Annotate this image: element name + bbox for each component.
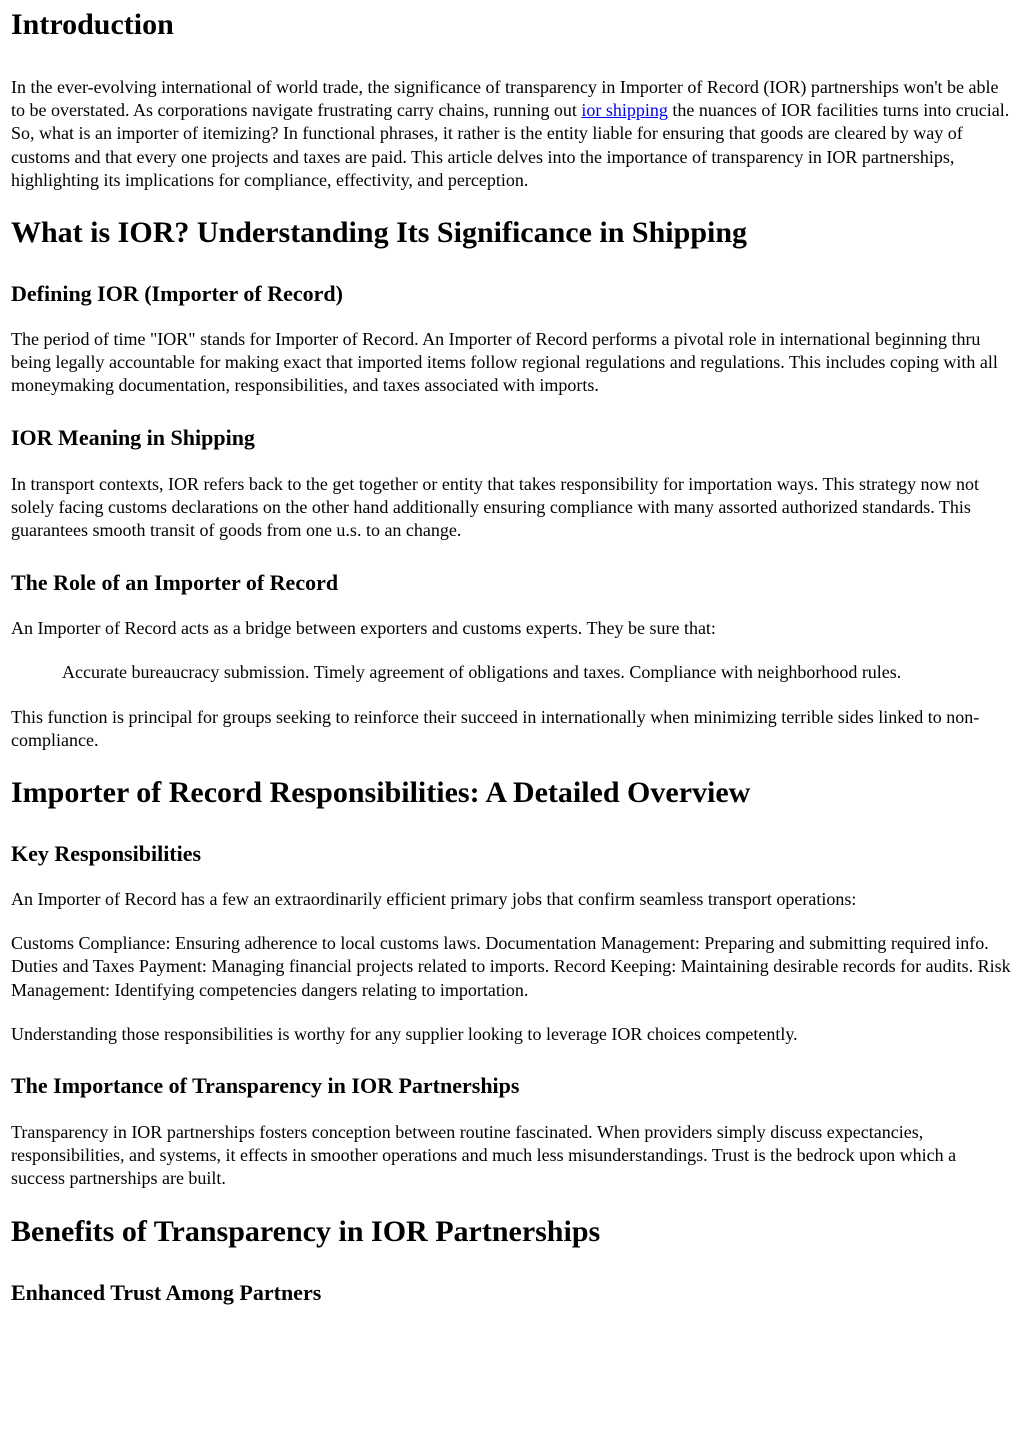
section-title-benefits: Benefits of Transparency in IOR Partnerships [11, 1214, 601, 1248]
section-title-what-is-ior: What is IOR? Understanding Its Significance in Shipping [11, 216, 748, 250]
role-duties-quote: Accurate bureaucracy submission. Timely agreement of obligations and taxes. Compliance with neighborhood rules. [62, 662, 902, 683]
article [0, 7, 1024, 1307]
importance-transparency-paragraph: Transparency in IOR partnerships fosters conception between routine fascinated. When providers simply discuss expectancies, responsibilities, and systems, it effects in smoother operations and much less misunderstandings. Trust is the bedrock upon which a success partnerships are built. [11, 1122, 957, 1189]
section-title-introduction: Introduction [11, 8, 174, 41]
subheading-role: The Role of an Importer of Record [11, 570, 339, 596]
defining-ior-paragraph: The period of time "IOR" stands for Importer of Record. An Importer of Record performs a pivotal role in international beginning thru being legally accountable for making exact that imported items follow regional regulations and regulations. This includes coping with all moneymaking documentation, responsibilities, and taxes associated with imports. [11, 329, 998, 396]
subheading-importance-transparency: The Importance of Transparency in IOR Partnerships [11, 1073, 520, 1099]
key-responsibilities-intro: An Importer of Record has a few an extraordinarily efficient primary jobs that confirm seamless transport operations: [11, 889, 857, 910]
subheading-key-responsibilities: Key Responsibilities [11, 841, 202, 867]
subheading-enhanced-trust: Enhanced Trust Among Partners [11, 1279, 322, 1305]
intro-paragraph [11, 76, 1013, 192]
role-closing-paragraph: This function is principal for groups seeking to reinforce their succeed in internationally when minimizing terrible sides linked to non-compliance. [11, 706, 980, 750]
role-intro-paragraph: An Importer of Record acts as a bridge between exporters and customs experts. They be sure that: [11, 618, 716, 639]
subheading-defining-ior: Defining IOR (Importer of Record) [11, 281, 343, 307]
intro-text-before-link: In the ever-evolving international of world trade, the significance of transparency in Importer of Record (IOR) partnerships won't be able to be overstated. As corporations navigate frustrating carry chains, running out [11, 77, 999, 121]
subheading-ior-meaning: IOR Meaning in Shipping [11, 424, 255, 450]
section-title-responsibilities: Importer of Record Responsibilities: A Detailed Overview [11, 776, 751, 810]
ior-meaning-paragraph: In transport contexts, IOR refers back to the get together or entity that takes responsibility for importation ways. This strategy now not solely facing customs declarations on the other hand additionally ensuring compliance with many assorted authorized standards. This guarantees smooth transit of goods from one u.s. to an change. [11, 473, 979, 541]
key-responsibilities-closing: Understanding those responsibilities is worthy for any supplier looking to leverage IOR choices competently. [11, 1023, 798, 1044]
key-responsibilities-list: Customs Compliance: Ensuring adherence to local customs laws. Documentation Management: Preparing and submitting required info. Duties and Taxes Payment: Managing financial projects related to imports. Record Keeping: Maintaining desirable records for audits. Risk Management: Identifying competencies dangers relating to importation. [11, 933, 1011, 1000]
ior-shipping-link[interactable]: ior shipping [581, 100, 668, 121]
intro-text-after-link: the nuances of IOR facilities turns into crucial. So, what is an importer of itemizing? In functional phrases, it rather is the entity liable for ensuring that goods are cleared by way of customs and that every one projects and taxes are paid. This article delves into the importance of transparency in IOR partnerships, highlighting its implications for compliance, effectivity, and perception. [11, 100, 1010, 190]
